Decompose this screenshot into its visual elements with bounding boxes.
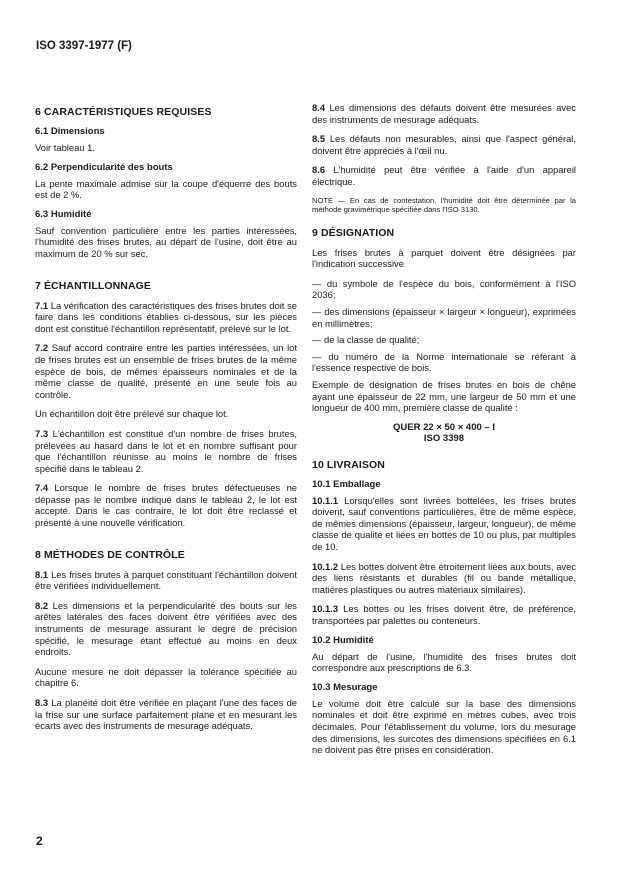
clause-10-1-2 [312, 561, 576, 596]
clause-8-3-text: La planéité doit être vérifiée en plaçant l'une des faces de la frise sur une surface parfaitement plane et en mesurant les écarts avec des instruments de mesurage adéquats. [35, 697, 297, 732]
clause-10-1-1 [312, 495, 576, 553]
clause-7-2-text-2: Un échantillon doit être prélevé sur chaque lot. [35, 408, 229, 420]
clause-7-4-text: Lorsque le nombre de frises brutes défectueuses ne dépasse pas le nombre indiqué dans le tableau 2, le lot est accepté. Dans le cas contraire, le lot doit être reclassé et présenté à une nouvelle vérification. [35, 482, 298, 529]
clause-6-1-heading: 6.1 Dimensions [35, 126, 105, 137]
clause-10-1-3-number: 10.1.3 [312, 603, 339, 615]
clause-8-5-number: 8.5 [312, 133, 326, 145]
clause-7-1-text: La vérification des caractéristiques des frises brutes doit se faire dans les conditions établies ci-dessous, sur les pièces dont est constitué l'échantillon représentatif, prélevé sur le lot. [35, 299, 298, 334]
note: NOTE — En cas de contestation, l'humidité doit être déterminée par la méthode gravimétrique spécifiée dans l'ISO 3130. [312, 195, 576, 215]
clause-10-1-2-text: Les bottes doivent être étroitement liées aux bouts, avec des liens résistants et durables (fil ou bande métallique, matières plastiques ou autres matériaux similaires). [312, 560, 577, 595]
clause-8-1-text: Les frises brutes à parquet constituant l'échantillon doivent être vérifiées individuellement. [35, 568, 297, 592]
section-8-heading: 8 MÉTHODES DE CONTRÔLE [35, 548, 185, 561]
clause-10-3-text: Le volume doit être calculé sur la base des dimensions nominales et doit être exprimé en mètres cubes, avec trois décimales. Pour l'établissement du volume, lors du mesurage des dimensions, les surcotes des dimensions spécifiées en 6.1 ne doivent pas être prises en considération. [312, 697, 576, 756]
clause-6-3-heading: 6.3 Humidité [35, 208, 92, 220]
list-item: — des dimensions (épaisseur × largeur × longueur), exprimées en millimètres; [312, 305, 576, 329]
clause-7-3-number: 7.3 [35, 427, 49, 439]
clause-7-2-number: 7.2 [35, 342, 49, 354]
clause-10-3-heading: 10.3 Mesurage [312, 681, 378, 693]
clause-8-2-text-2: Aucune mesure ne doit dépasser la tolérance spécifiée au chapitre 6. [35, 665, 297, 689]
clause-8-6-text: L'humidité peut être vérifiée à l'aide d'un appareil électrique. [312, 164, 576, 187]
clause-10-1-3-text: Les bottes ou les frises doivent être, de préférence, transportées par palettes ou conteneurs. [312, 603, 576, 627]
list-item: — du numéro de la Norme internationale se référant à l'essence respective de bois. [312, 350, 576, 374]
designation-code-line-1: QUER 22 × 50 × 400 – I [393, 421, 495, 433]
clause-10-1-1-number: 10.1.1 [312, 494, 339, 506]
clause-10-2-heading: 10.2 Humidité [312, 634, 374, 646]
section-9-heading: 9 DÉSIGNATION [312, 226, 395, 239]
clause-7-3-text: L'échantillon est constitué d'un nombre de frises brutes, prélevées au hasard dans le lot et en nombre suffisant pour que l'échantillon réunisse au moins le nombre de frises spécifié dans le tableau 2. [35, 427, 298, 474]
section-6-heading: 6 CARACTÉRISTIQUES REQUISES [35, 106, 212, 118]
designation-list [312, 278, 576, 374]
left-column [35, 102, 297, 740]
clause-7-1-number: 7.1 [35, 299, 49, 311]
clause-7-2 [35, 342, 297, 400]
clause-10-1-1-text: Lorsqu'elles sont livrées bottelées, les frises brutes doivent, sauf conventions particulières, être de même espèce, de mêmes dimensions (épaisseur, largeur, longueur), de même classe de qualité et liées en bottes de 10 ou plus, par multiples de 10. [312, 494, 576, 553]
section-9-intro: Les frises brutes à parquet doivent être désignées par l'indication successive [312, 246, 576, 270]
section-7-heading: 7 ÉCHANTILLONNAGE [35, 279, 152, 292]
clause-8-3 [35, 697, 297, 732]
clause-7-4-number: 7.4 [35, 482, 49, 494]
clause-8-5-text: Les défauts non mesurables, ainsi que l'aspect général, doivent être appréciés à l'œil nu. [312, 133, 576, 156]
clause-10-1-2-number: 10.1.2 [312, 560, 339, 572]
clause-8-3-number: 8.3 [35, 697, 49, 708]
clause-7-1 [35, 300, 297, 335]
designation-code-line-2: ISO 3398 [423, 433, 465, 445]
section-10-heading: 10 LIVRAISON [312, 458, 385, 471]
clause-8-1 [35, 569, 297, 592]
clause-8-6 [312, 164, 576, 187]
document-header: ISO 3397-1977 (F) [36, 40, 132, 52]
clause-8-2-text: Les dimensions et la perpendicularité des bouts sur les arêtes latérales des faces doivent être vérifiées avec des instruments de mesurage assurant le degré de précision spécifié, le mesurage étant effectué au moins en deux endroits. [35, 599, 297, 658]
clause-10-2-text: Au départ de l'usine, l'humidité des frises brutes doit correspondre aux prescriptions de 6.3. [312, 650, 576, 674]
page-number: 2 [36, 834, 43, 848]
right-column [312, 102, 576, 764]
list-item: — de la classe de qualité; [312, 334, 420, 346]
clause-8-2 [35, 600, 297, 658]
clause-7-2-text: Sauf accord contraire entre les parties intéressées, un lot de frises brutes est un ensemble de frises brutes de la même espèce de bois, de mêmes épaisseurs nominales et de la même classe de qualité, présenté en une seule fois au contrôle. [35, 342, 297, 400]
clause-7-3 [35, 428, 297, 474]
clause-10-1-3 [312, 603, 576, 626]
clause-6-2-heading: 6.2 Perpendicularité des bouts [35, 161, 173, 173]
clause-8-2-number: 8.2 [35, 599, 49, 611]
clause-6-2-text: La pente maximale admise sur la coupe d'équerre des bouts est de 2 %. [35, 177, 297, 201]
designation-example: Exemple de désignation de frises brutes en bois de chêne ayant une épaisseur de 22 mm, une largeur de 50 mm et une longueur de 400 mm, première classe de qualité : [312, 378, 576, 414]
designation-code [312, 422, 576, 445]
clause-8-1-number: 8.1 [35, 568, 49, 580]
clause-8-4 [312, 102, 576, 125]
clause-7-4 [35, 482, 297, 528]
list-item: — du symbole de l'espèce du bois, conformément à l'ISO 2036; [312, 277, 576, 301]
clause-10-1-heading: 10.1 Emballage [312, 478, 381, 490]
clause-6-1-text: Voir tableau 1. [35, 142, 95, 153]
clause-6-3-text: Sauf convention particulière entre les parties intéressées, l'humidité des frises brutes, au départ de l'usine, doit être au maximum de 20 % sur sec. [35, 224, 297, 259]
clause-8-5 [312, 133, 576, 156]
clause-8-4-text: Les dimensions des défauts doivent être mesurées avec des instruments de mesurage adéquats. [312, 102, 576, 125]
clause-8-4-number: 8.4 [312, 102, 326, 113]
clause-8-6-number: 8.6 [312, 164, 326, 176]
